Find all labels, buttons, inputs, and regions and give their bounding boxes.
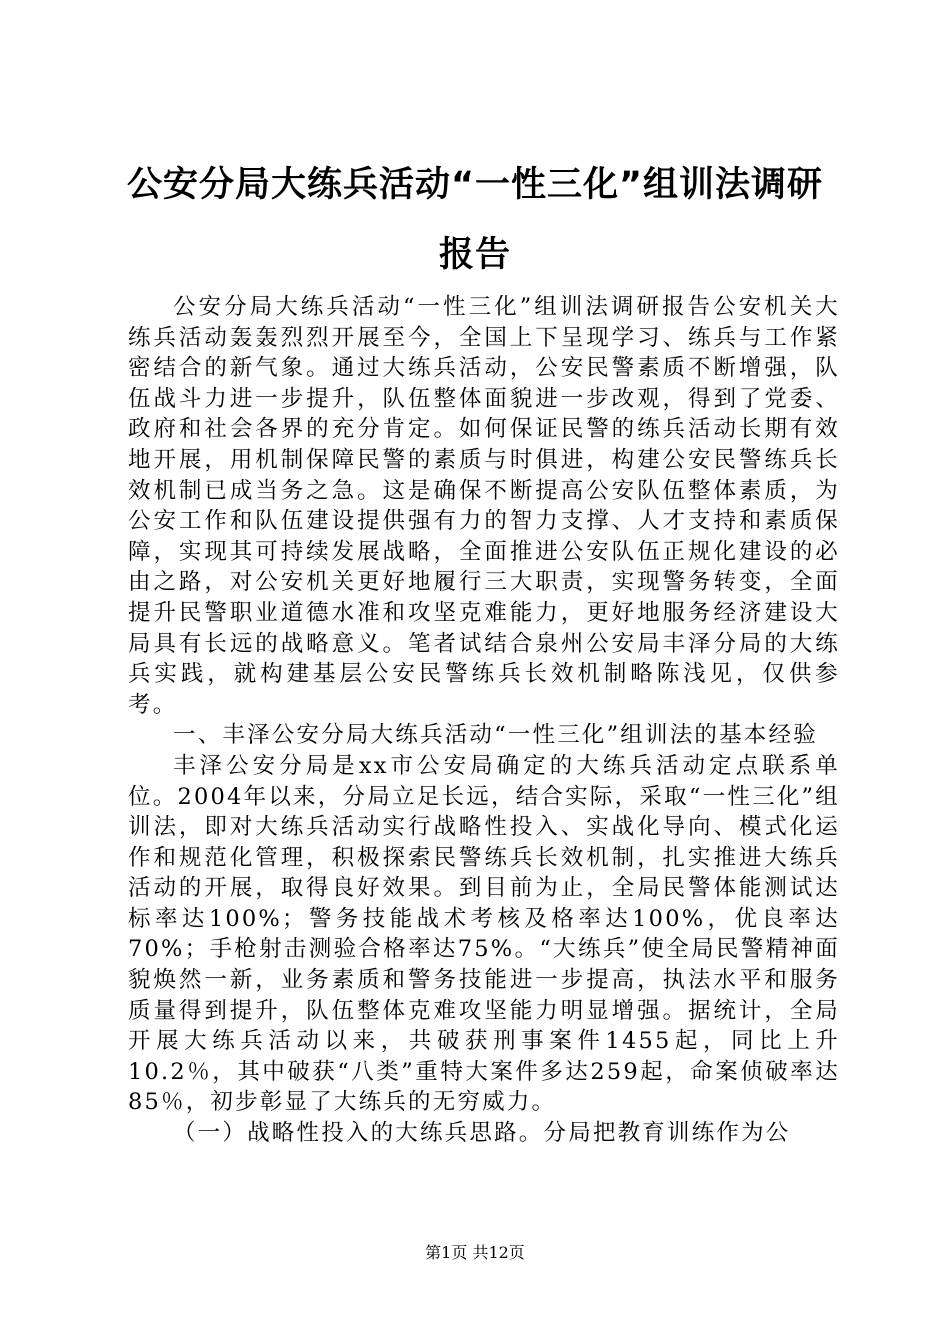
document-title: 公安分局大练兵活动“一性三化”组训法调研报告 bbox=[126, 165, 823, 275]
page-number: 第1页 共12页 bbox=[425, 1243, 525, 1262]
paragraph-experience: 丰泽公安分局是xx市公安局确定的大练兵活动定点联系单位。2004年以来，分局立足长远，结合实际，采取“一性三化”组训法，即对大练兵活动实行战略性投入、实战化导向、模式化运作和规范化管理，积极探索民警练兵长效机制，扎实推进大练兵活动的开展，取得良好效果。到目前为止，全局民警体能测试达标率达100%；警务技能战术考核及格率达100%，优良率达70%；手枪射击测验合格率达75%。“大练兵”使全局民警精神面貌焕然一新，业务素质和警务技能进一步提高，执法水平和服务质量得到提升，队伍整体克难攻坚能力明显增强。据统计，全局开展大练兵活动以来，共破获刑事案件1455起，同比上升10.2％，其中破获“八类”重特大案件多达259起，命案侦破率达85％，初步彰显了大练兵的无穷威力。 bbox=[128, 752, 840, 1116]
subsection-heading: （一）战略性投入的大练兵思路。分局把教育训练作为公 bbox=[173, 1120, 791, 1147]
document-body bbox=[128, 292, 840, 1149]
paragraph-intro: 公安分局大练兵活动“一性三化”组训法调研报告公安机关大练兵活动轰轰烈烈开展至今，全国上下呈现学习、练兵与工作紧密结合的新气象。通过大练兵活动，公安民警素质不断增强，队伍战斗力进一步提升，队伍整体面貌进一步改观，得到了党委、政府和社会各界的充分肯定。如何保证民警的练兵活动长期有效地开展，用机制保障民警的素质与时俱进，构建公安民警练兵长效机制已成当务之急。这是确保不断提高公安队伍整体素质，为公安工作和队伍建设提供强有力的智力支撑、人才支持和素质保障，实现其可持续发展战略，全面推进公安队伍正规化建设的必由之路，对公安机关更好地履行三大职责，实现警务转变，全面提升民警职业道德水准和攻坚克难能力，更好地服务经济建设大局具有长远的战略意义。笔者试结合泉州公安局丰泽分局的大练兵实践，就构建基层公安民警练兵长效机制略陈浅见，仅供参考。 bbox=[128, 294, 840, 718]
section-heading: 一、丰泽公安分局大练兵活动“一性三化”组训法的基本经验 bbox=[173, 722, 818, 749]
